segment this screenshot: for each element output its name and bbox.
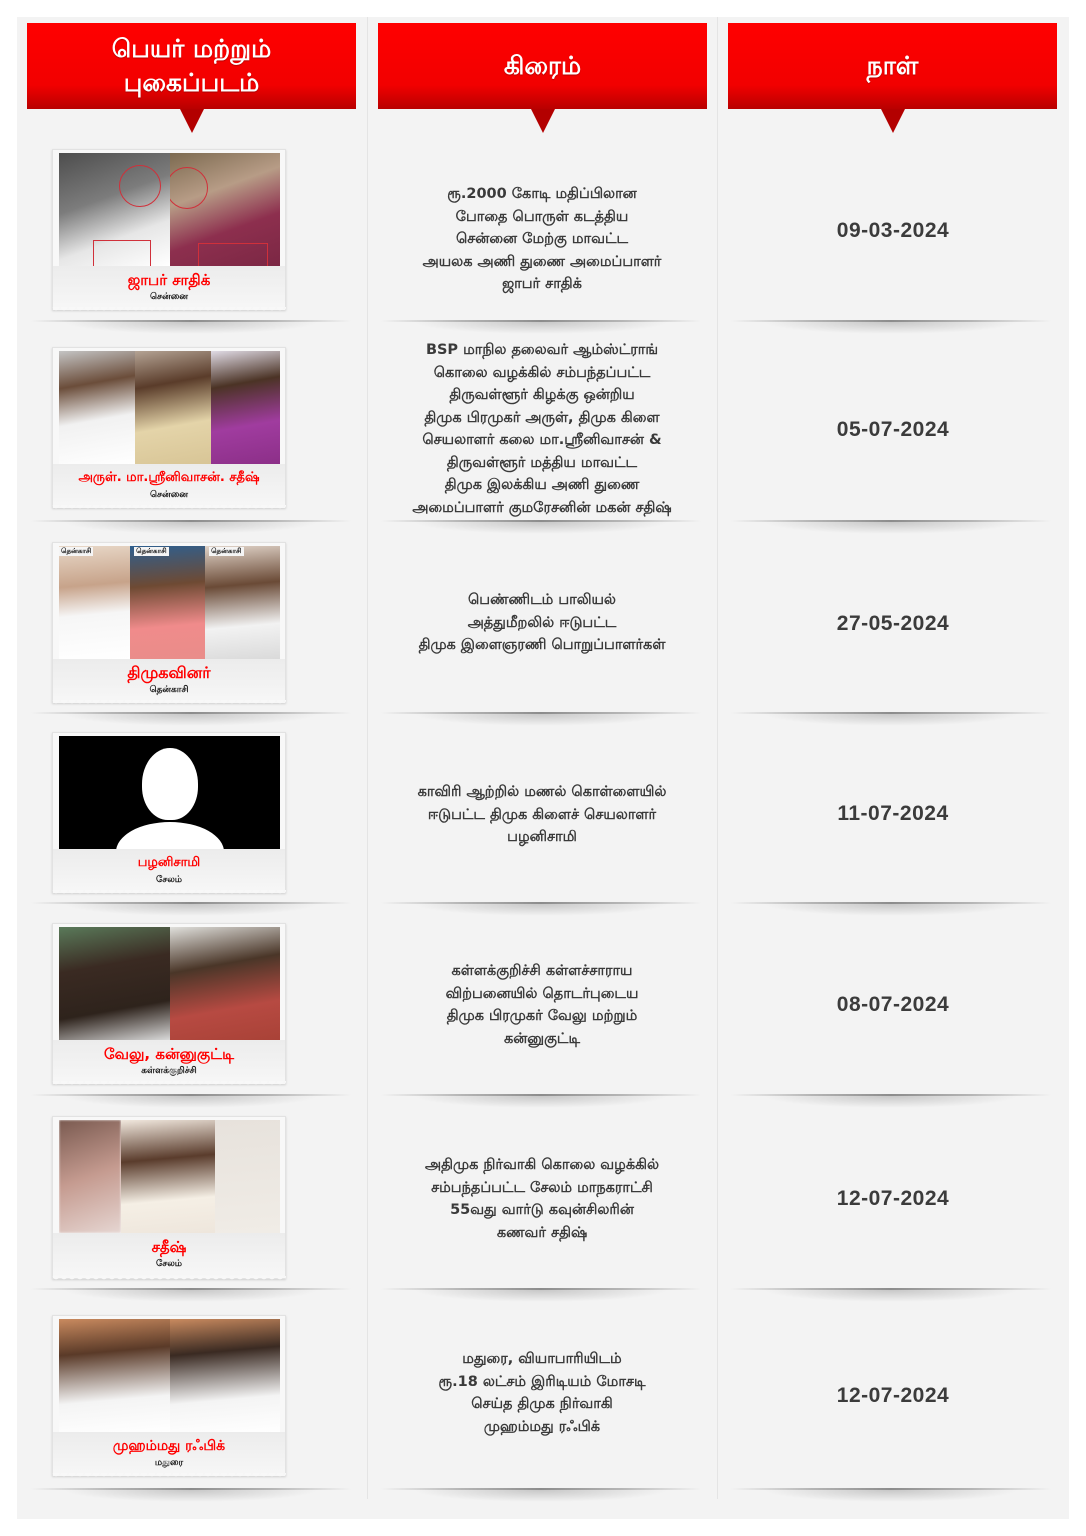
table-row [17, 1101, 1069, 1295]
crime-line: 55வது வார்டு கவுன்சிலரின் [450, 1202, 634, 1218]
person-photo [59, 153, 280, 266]
person-card [52, 1116, 286, 1279]
torn-paper-edge [52, 307, 286, 315]
person-card [52, 542, 286, 703]
person-card [52, 1315, 286, 1476]
crime-description [377, 339, 707, 519]
crime-line: BSP மாநில தலைவர் ஆம்ஸ்ட்ராங் [425, 342, 659, 358]
photo-caption [53, 1233, 285, 1277]
person-place: சென்னை [150, 292, 188, 302]
torn-paper-edge [52, 890, 286, 898]
header-crime [378, 23, 707, 109]
person-name: பழனிசாமி [137, 855, 201, 870]
crime-line: திருவள்ளூர் கிழக்கு ஒன்றிய [449, 387, 635, 403]
person-name: ஜாபர் சாதிக் [127, 271, 211, 289]
crime-line: திமுக இலக்கிய அணி துணை [444, 477, 640, 493]
crime-line: ரூ.18 லட்சம் இரிடியம் மோசடி [438, 1373, 646, 1390]
crime-line: கொலை வழக்கில் சம்பந்தப்பட்ட [433, 364, 651, 381]
incident-date: 09-03-2024 [836, 219, 950, 242]
torn-paper-edge [52, 700, 286, 708]
header-date [728, 23, 1057, 109]
photo-caption [53, 464, 285, 508]
crime-line: செய்த திமுக நிர்வாகி [471, 1396, 613, 1412]
row-separator [731, 1488, 1051, 1502]
crime-description [377, 781, 707, 849]
person-card [52, 923, 286, 1084]
photo-segment [135, 351, 211, 464]
crime-description [377, 183, 707, 296]
incident-date: 27-05-2024 [836, 612, 950, 635]
incident-date: 12-07-2024 [836, 1187, 950, 1210]
incident-date: 05-07-2024 [836, 418, 950, 441]
crime-line: ரூ.2000 கோடி மதிப்பிலான [447, 186, 637, 202]
incident-date: 08-07-2024 [836, 993, 950, 1016]
person-place: மதுரை [154, 1458, 184, 1468]
photo-segment [59, 1319, 170, 1432]
photo-segment [59, 351, 135, 464]
header-label-line: புகைப்படம் [123, 68, 260, 97]
crime-line: கணவர் சதிஷ் [496, 1224, 588, 1241]
photo-segment [215, 1120, 280, 1233]
row-separator [31, 1488, 351, 1502]
table-row [17, 527, 1069, 719]
header-label [112, 32, 271, 100]
crime-description [377, 1348, 707, 1438]
incident-date: 11-07-2024 [837, 802, 949, 825]
torn-paper-edge [52, 1276, 286, 1284]
torn-paper-edge [52, 505, 286, 513]
incident-date: 12-07-2024 [836, 1384, 950, 1407]
person-card [52, 149, 286, 310]
photo-tag: தென்காசி [136, 547, 167, 555]
photo-segment [170, 153, 281, 266]
person-name: முஹம்மது ரஃபிக் [112, 1438, 226, 1454]
header-label: நாள் [866, 51, 919, 80]
highlight-box [198, 243, 268, 266]
header-label-line: பெயர் மற்றும் [111, 34, 272, 63]
torn-paper-edge [52, 1473, 286, 1481]
person-place: கள்ளக்குறிச்சி [141, 1066, 197, 1076]
crime-line: திமுக பிரமுகர் வேலு மற்றும் [446, 1008, 638, 1024]
person-place: சேலம் [155, 1259, 183, 1269]
crime-line: சம்பந்தப்பட்ட சேலம் மாநகராட்சி [431, 1179, 653, 1196]
silhouette-placeholder-icon [116, 822, 224, 849]
crime-line: திமுக பிரமுகர் அருள், திமுக கிளை [424, 409, 660, 426]
person-photo [59, 546, 280, 659]
crime-line: அதிமுக நிர்வாகி கொலை வழக்கில் [424, 1157, 660, 1173]
crime-line: ஜாபர் சாதிக் [502, 276, 582, 292]
highlight-circle [119, 165, 161, 207]
person-photo [59, 1319, 280, 1432]
torn-paper-edge [52, 1081, 286, 1089]
crime-line: முஹம்மது ரஃபிக் [483, 1418, 601, 1435]
table-row [17, 127, 1069, 327]
photo-segment [205, 546, 280, 659]
person-card [52, 347, 286, 508]
crime-line: அமைப்பாளர் குமரேசனின் மகன் சதிஷ் [412, 499, 672, 516]
person-photo [59, 351, 280, 464]
photo-segment [170, 927, 281, 1040]
crime-line: அத்துமீறலில் ஈடுபட்ட [467, 614, 617, 631]
crime-line: திமுக இளைஞரணி பொறுப்பாளர்கள் [418, 637, 666, 653]
photo-caption [53, 1432, 285, 1476]
crime-line: கன்னுகுட்டி [503, 1030, 581, 1047]
crime-description [377, 589, 707, 657]
highlight-circle [170, 167, 208, 209]
photo-segment [130, 546, 205, 659]
table-row [17, 1295, 1069, 1495]
photo-caption [53, 266, 285, 310]
person-name: வேலு, கன்னுகுட்டி [103, 1045, 235, 1063]
header-name-photo [27, 23, 356, 109]
crime-line: செயலாளர் கலை மா.ஶ்ரீனிவாசன் & [422, 432, 662, 448]
person-place: தென்காசி [149, 685, 189, 695]
photo-segment [170, 1319, 281, 1432]
photo-segment [211, 351, 280, 464]
photo-caption [53, 1040, 285, 1084]
photo-segment [59, 1120, 121, 1233]
photo-segment [59, 546, 130, 659]
crime-line: கள்ளக்குறிச்சி கள்ளச்சாராய [451, 963, 633, 979]
photo-segment [59, 927, 170, 1040]
crime-line: விற்பனையில் தொடர்புடைய [445, 985, 639, 1002]
crime-line: பழனிசாமி [507, 829, 577, 845]
crime-line: ஈடுபட்ட திமுக கிளைச் செயலாளர் [427, 806, 657, 823]
person-name: திமுகவினர் [127, 663, 211, 682]
crime-description [377, 960, 707, 1050]
person-photo [59, 927, 280, 1040]
photo-segment [121, 1120, 215, 1233]
crime-line: போதை பொருள் கடத்திய [455, 208, 629, 225]
header-label: கிரைம் [503, 51, 582, 80]
person-place: சேலம் [155, 875, 183, 885]
table-row [17, 327, 1069, 527]
crime-line: மதுரை, வியாபாரியிடம் [462, 1351, 622, 1367]
crime-line: திருவள்ளூர் மத்திய மாவட்ட [446, 454, 638, 471]
highlight-box [93, 240, 151, 266]
silhouette-placeholder-icon [142, 748, 198, 820]
row-separator [381, 1488, 701, 1502]
person-photo [59, 736, 280, 849]
photo-segment [59, 153, 170, 266]
person-name: அருள். மா.ஶ்ரீனிவாசன். சதீஷ் [78, 470, 260, 485]
person-card [52, 732, 286, 893]
crime-line: சென்னை மேற்கு மாவட்ட [455, 231, 629, 247]
crime-line: காவிரி ஆற்றில் மணல் கொள்ளையில் [417, 784, 667, 800]
person-place: சென்னை [150, 490, 188, 500]
photo-caption [53, 849, 285, 893]
photo-caption [53, 659, 285, 703]
crime-table [17, 17, 1069, 1519]
table-row [17, 719, 1069, 909]
table-row [17, 909, 1069, 1101]
crime-line: பெண்ணிடம் பாலியல் [468, 592, 616, 608]
photo-tag: தென்காசி [211, 547, 242, 555]
crime-line: அயலக அணி துணை அமைப்பாளர் [422, 253, 662, 270]
person-name: சதீஷ் [151, 1238, 187, 1256]
crime-description [377, 1154, 707, 1244]
photo-tag: தென்காசி [61, 547, 92, 555]
person-photo [59, 1120, 280, 1233]
